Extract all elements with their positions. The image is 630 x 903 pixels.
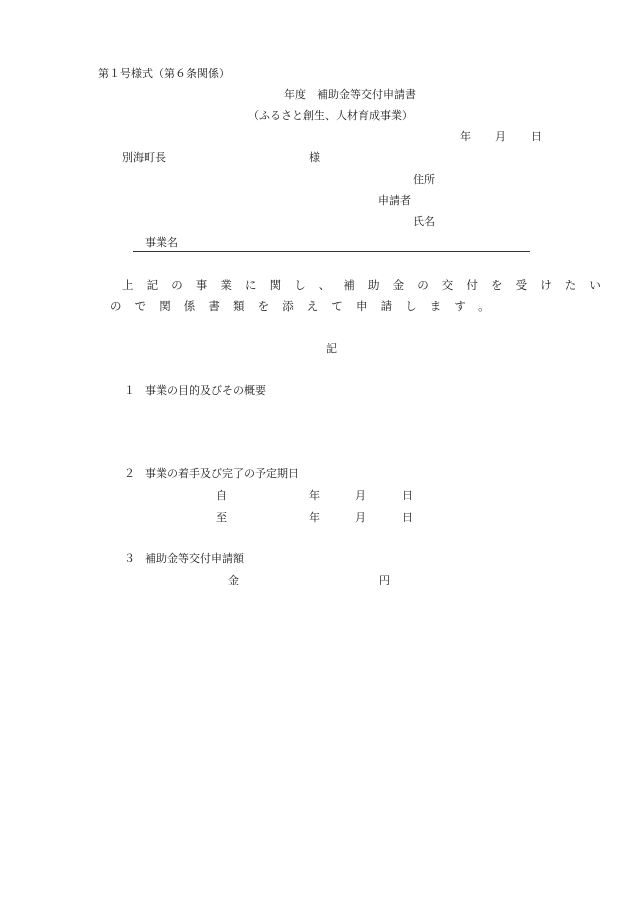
title-line1: 年度 補助金等交付申請書 — [284, 88, 416, 101]
item-3-label: 補助金等交付申請額 — [145, 552, 244, 565]
item-2-from-label: 自 — [216, 489, 227, 502]
body-text-line1: 上記の事業に関し、補助金の交付を受けたい — [122, 278, 614, 292]
item-2-from-day: 日 — [402, 489, 413, 502]
addressee-name: 別海町長 — [122, 151, 166, 164]
item-2-to-day: 日 — [402, 511, 413, 524]
body-text-line2: ので関係書類を添えて申請します。 — [110, 299, 503, 313]
ki-heading: 記 — [326, 342, 337, 355]
item-1-number: １ — [124, 384, 135, 397]
item-2-number: ２ — [124, 467, 135, 480]
applicant-label: 申請者 — [378, 194, 411, 207]
date-month-label: 月 — [495, 130, 506, 143]
applicant-address-label: 住所 — [413, 173, 435, 186]
form-number: 第１号様式（第６条関係） — [98, 67, 230, 80]
project-name-underline — [133, 251, 530, 252]
item-2-from-month: 月 — [355, 489, 366, 502]
item-2-to-year: 年 — [309, 511, 320, 524]
date-year-label: 年 — [460, 130, 471, 143]
item-3-number: ３ — [124, 552, 135, 565]
item-2-to-month: 月 — [355, 511, 366, 524]
item-2-from-year: 年 — [309, 489, 320, 502]
item-1-label: 事業の目的及びその概要 — [145, 384, 266, 397]
project-name-label: 事業名 — [145, 236, 178, 249]
title-line2: （ふるさと創生、人材育成事業） — [248, 109, 413, 122]
item-2-to-label: 至 — [216, 511, 227, 524]
item-3-amount-prefix: 金 — [228, 574, 239, 587]
date-day-label: 日 — [531, 130, 542, 143]
item-3-amount-unit: 円 — [379, 574, 390, 587]
applicant-name-label: 氏名 — [413, 215, 435, 228]
item-2-label: 事業の着手及び完了の予定期日 — [145, 467, 299, 480]
addressee-honorific: 様 — [309, 151, 320, 164]
